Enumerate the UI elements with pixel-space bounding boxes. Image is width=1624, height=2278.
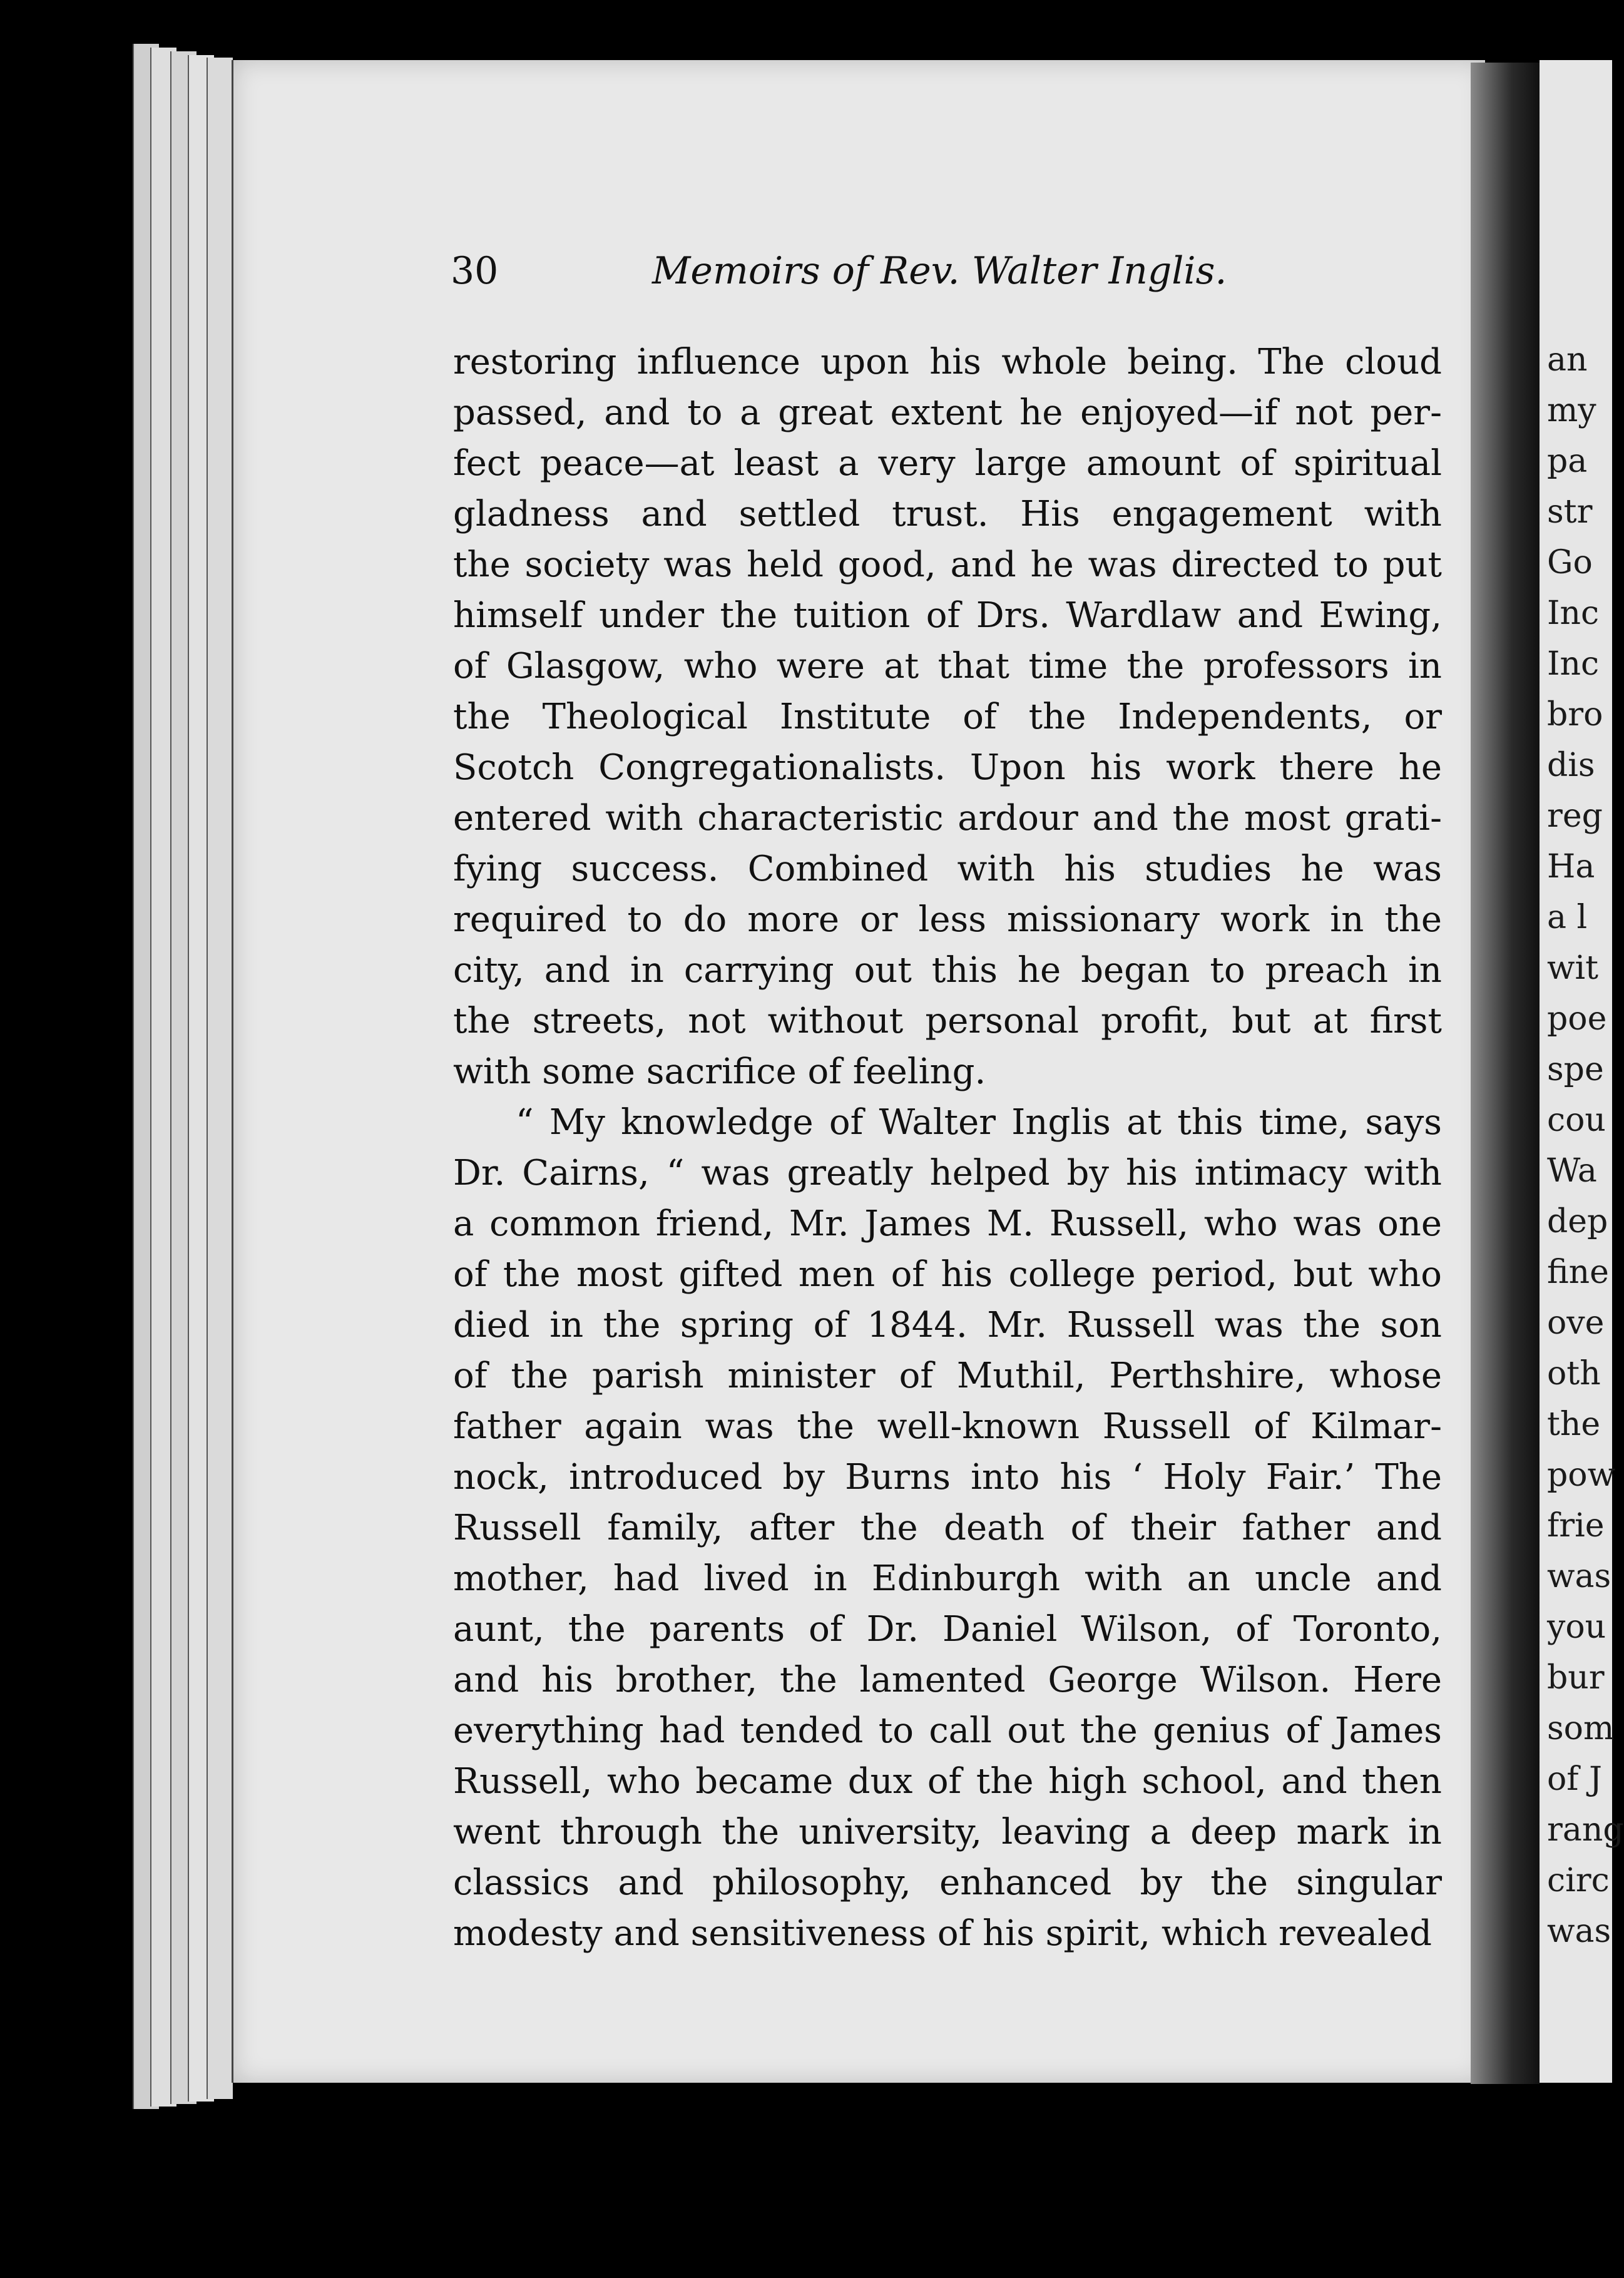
text-line: mother, had lived in Edinburgh with an uncle and bbox=[453, 1558, 1442, 1599]
text-line: Russell, who became dux of the high school, and then bbox=[453, 1761, 1442, 1802]
text-line: of the parish minister of Muthil, Perthshire, whose bbox=[453, 1356, 1442, 1396]
next-page-fragment: the bbox=[1547, 1406, 1601, 1443]
next-page-fragment: bro bbox=[1547, 696, 1603, 733]
next-page-fragment: was bbox=[1547, 1558, 1611, 1595]
next-page-fragment: Wa bbox=[1547, 1152, 1597, 1190]
text-line: went through the university, leaving a deep mark in bbox=[453, 1812, 1442, 1852]
text-line: died in the spring of 1844. Mr. Russell was the son bbox=[453, 1305, 1442, 1346]
next-page-edge bbox=[1540, 60, 1624, 2083]
next-page-fragment: Go bbox=[1547, 544, 1593, 581]
next-page-fragment: pow bbox=[1547, 1456, 1616, 1494]
next-page-fragment: spe bbox=[1547, 1051, 1604, 1088]
page-number: 30 bbox=[451, 249, 499, 293]
book-gutter bbox=[1471, 63, 1540, 2084]
next-page-fragment: bur bbox=[1547, 1659, 1605, 1697]
text-line: required to do more or less missionary work in the bbox=[453, 899, 1442, 940]
text-line: restoring influence upon his whole being. The cloud bbox=[453, 342, 1442, 382]
text-line: Russell family, after the death of their father and bbox=[453, 1508, 1442, 1548]
next-page-fragment: was bbox=[1547, 1913, 1611, 1950]
text-line: of Glasgow, who were at that time the professors in bbox=[453, 646, 1442, 687]
next-page-fragment: a l bbox=[1547, 899, 1588, 936]
next-page-fragment: pa bbox=[1547, 442, 1588, 480]
next-page-fragment: you bbox=[1547, 1608, 1606, 1646]
next-page-fragment: ove bbox=[1547, 1304, 1605, 1342]
next-page-fragment: fine bbox=[1547, 1254, 1609, 1291]
text-line: gladness and settled trust. His engagement with bbox=[453, 494, 1442, 534]
running-title: Memoirs of Rev. Walter Inglis. bbox=[652, 249, 1227, 293]
text-line: aunt, the parents of Dr. Daniel Wilson, of Toronto, bbox=[453, 1609, 1442, 1650]
text-line: fying success. Combined with his studies he was bbox=[453, 849, 1442, 889]
text-line: passed, and to a great extent he enjoyed—if not per- bbox=[453, 392, 1442, 433]
next-page-fragment: poe bbox=[1547, 1000, 1607, 1038]
text-line: everything had tended to call out the genius of James bbox=[453, 1710, 1442, 1751]
next-page-fragment: Ha bbox=[1547, 848, 1595, 886]
next-page-fragment: oth bbox=[1547, 1355, 1601, 1392]
next-page-fragment: of J bbox=[1547, 1760, 1602, 1798]
next-page-fragment: frie bbox=[1547, 1507, 1605, 1545]
next-page-fragment: an bbox=[1547, 341, 1588, 379]
text-line: with some sacrifice of feeling. bbox=[453, 1051, 986, 1092]
next-page-fragment: Inc bbox=[1547, 645, 1600, 683]
text-line: of the most gifted men of his college period, but who bbox=[453, 1254, 1442, 1295]
text-line: classics and philosophy, enhanced by the singular bbox=[453, 1862, 1442, 1903]
next-page-fragment: cou bbox=[1547, 1101, 1606, 1139]
next-page-fragment: Inc bbox=[1547, 595, 1600, 632]
text-line: the streets, not without personal profit, but at first bbox=[453, 1001, 1442, 1041]
page-header bbox=[451, 249, 1452, 305]
body-text bbox=[453, 337, 1442, 1959]
next-page-fragment: my bbox=[1547, 392, 1596, 429]
next-page-fragment: rang bbox=[1547, 1811, 1624, 1849]
text-line: Dr. Cairns, “ was greatly helped by his intimacy with bbox=[453, 1153, 1442, 1193]
text-line: “ My knowledge of Walter Inglis at this time, says bbox=[516, 1102, 1442, 1143]
next-page-fragment: som bbox=[1547, 1710, 1615, 1747]
text-line: fect peace—at least a very large amount of spiritual bbox=[453, 443, 1442, 484]
next-page-fragment: reg bbox=[1547, 797, 1603, 835]
text-line: nock, introduced by Burns into his ‘ Holy Fair.’ The bbox=[453, 1457, 1442, 1498]
text-line: entered with characteristic ardour and the most grati- bbox=[453, 798, 1442, 839]
next-page-fragment: dis bbox=[1547, 747, 1595, 784]
text-line: and his brother, the lamented George Wilson. Here bbox=[453, 1660, 1442, 1700]
next-page-fragment: circ bbox=[1547, 1862, 1610, 1899]
text-line: modesty and sensitiveness of his spirit, which revealed bbox=[453, 1913, 1432, 1954]
text-line: father again was the well-known Russell of Kilmar- bbox=[453, 1406, 1442, 1447]
text-line: the Theological Institute of the Independents, or bbox=[453, 697, 1442, 737]
next-page-fragment: str bbox=[1547, 493, 1593, 531]
text-line: a common friend, Mr. James M. Russell, who was one bbox=[453, 1203, 1442, 1244]
next-page-fragment: wit bbox=[1547, 949, 1599, 987]
page-edge bbox=[207, 58, 233, 2099]
text-line: Scotch Congregationalists. Upon his work there he bbox=[453, 747, 1442, 788]
text-line: city, and in carrying out this he began to preach in bbox=[453, 950, 1442, 991]
text-line: the society was held good, and he was directed to put bbox=[453, 544, 1442, 585]
next-page-fragment: dep bbox=[1547, 1203, 1608, 1240]
text-line: himself under the tuition of Drs. Wardlaw and Ewing, bbox=[453, 595, 1442, 636]
